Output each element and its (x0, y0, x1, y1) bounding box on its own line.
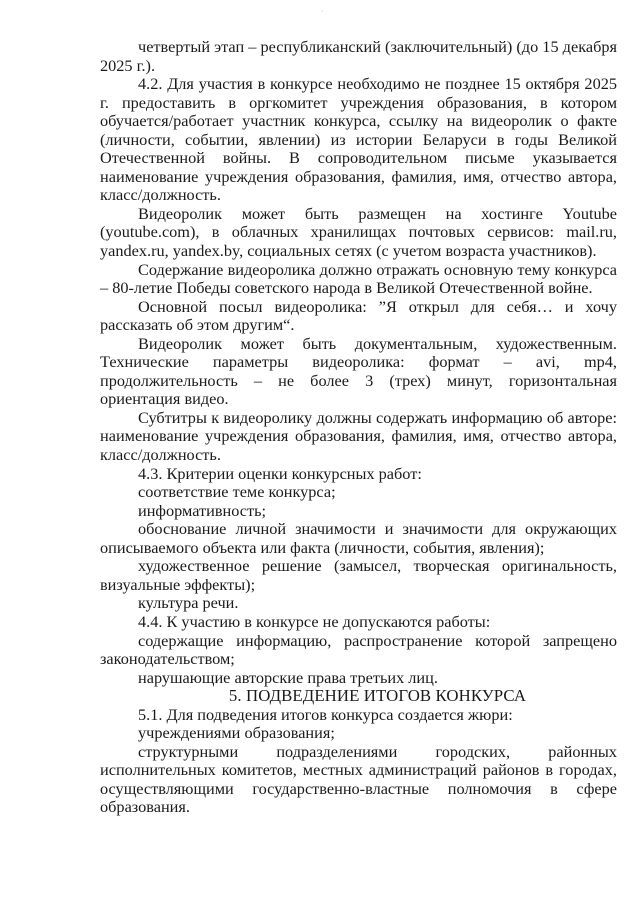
criteria-item: художественное решение (замысел, творческая оригинальность, визуальные эффекты); (100, 556, 617, 594)
document-page (100, 38, 617, 817)
scan-speck (321, 10, 323, 12)
criteria-item: информативность; (138, 500, 267, 520)
criteria-item: соответствие теме конкурса; (138, 482, 336, 502)
paragraph-video-content: Содержание видеоролика должно отражать основную тему конкурса – 80-летие Победы советского народа в Великой Отечественной войне. (100, 259, 617, 298)
jury-item: учреждениями образования; (138, 723, 335, 743)
paragraph-4-3-criteria: 4.3. Критерии оценки конкурсных работ: (138, 463, 422, 483)
paragraph-video-hosting: Видеоролик может быть размещен на хостинге Youtube (youtube.com), в облачных хранилищах почтовых сервисов: mail.ru, yandex.ru, yandex.by, социальных сетях (с учетом возраста участников). (100, 203, 617, 261)
paragraph-video-message: Основной посыл видеоролика: ”Я открыл для себя… и хочу рассказать об этом другим“. (100, 296, 617, 335)
exclusion-item: содержащие информацию, распространение которой запрещено законодательством; (100, 630, 617, 669)
paragraph-4-2-participation: 4.2. Для участия в конкурсе необходимо не позднее 15 октября 2025 г. предоставить в оргкомитет учреждения образования, в котором обучается/работает участник конкурса, ссылку на видеоролик о факте (личности, событии, явлении) из истории Беларуси в годы Великой Отечественной войны. В сопроводительном письме указывается наименование учреждения образования, фамилия, имя, отчество автора, класс/должность. (100, 74, 617, 205)
paragraph-video-technical: Видеоролик может быть документальным, художественным. Технические параметры видеоролика: формат – avi, mp4, продолжительность – не более 3 (трех) минут, горизонтальная ориентация видео. (100, 333, 617, 409)
paragraph-stage-four: четвертый этап – республиканский (заключительный) (до 15 декабря 2025 г.). (100, 37, 617, 75)
paragraph-5-1-jury: 5.1. Для подведения итогов конкурса создается жюри: (138, 704, 513, 724)
paragraph-4-4-exclusions: 4.4. К участию в конкурсе не допускаются работы: (138, 611, 491, 631)
paragraph-subtitles: Субтитры к видеоролику должны содержать информацию об авторе: наименование учреждения образования, фамилия, имя, отчество автора, класс/должность. (100, 407, 617, 465)
jury-item: структурными подразделениями городских, районных исполнительных комитетов, местных администраций районов в городах, осуществляющими государственно-властные полномочия в сфере образования. (100, 741, 617, 817)
criteria-item: культура речи. (138, 593, 239, 613)
section-heading: 5. ПОДВЕДЕНИЕ ИТОГОВ КОНКУРСА (228, 686, 527, 706)
exclusion-item: нарушающие авторские права третьих лиц. (138, 667, 438, 687)
criteria-item: обоснование личной значимости и значимости для окружающих описываемого объекта или факта (личности, события, явления); (100, 519, 617, 557)
